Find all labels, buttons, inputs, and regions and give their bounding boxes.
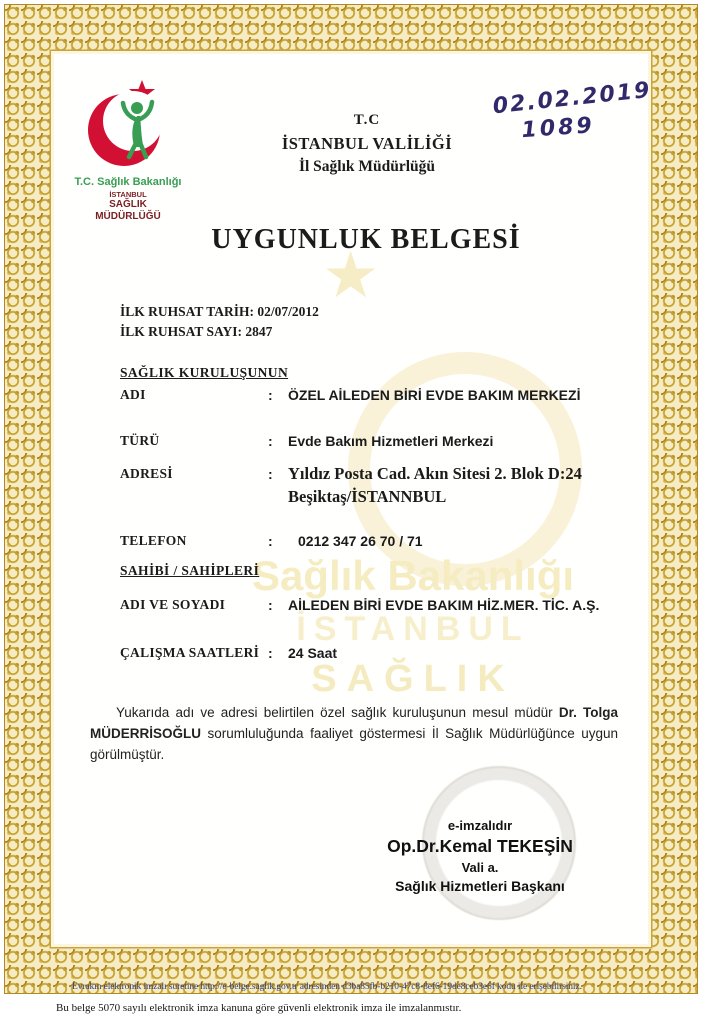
row-type <box>120 433 626 449</box>
phone-value: 0212 347 26 70 / 71 <box>298 533 423 549</box>
handwritten-number: 1089 <box>520 113 596 144</box>
emblem-org-line1: SAĞLIK <box>109 199 147 211</box>
name-value: ÖZEL AİLEDEN BİRİ EVDE BAKIM MERKEZİ <box>288 387 581 403</box>
signer-deputy: Vali a. <box>461 860 499 875</box>
watermark-text-3: SAĞLIK <box>311 658 515 700</box>
signer-role: Sağlık Hizmetleri Başkanı <box>395 878 565 894</box>
license-date-line <box>120 302 319 322</box>
type-value: Evde Bakım Hizmetleri Merkezi <box>288 433 494 449</box>
signer-name: Op.Dr.Kemal TEKEŞİN <box>387 836 573 856</box>
colon: : <box>268 533 273 549</box>
statement-part1: Yukarıda adı ve adresi belirtilen özel sağlık kuruluşunun mesul müdür <box>116 705 559 720</box>
facility-section-heading: SAĞLIK KURULUŞUNUN <box>120 365 289 380</box>
header-governorship: İSTANBUL VALİLİĞİ <box>281 134 453 153</box>
name-label: ADI <box>120 387 146 402</box>
watermark-text-2: İSTANBUL <box>296 610 530 648</box>
row-name <box>120 387 626 403</box>
owner-name-label: ADI VE SOYADI <box>120 597 226 612</box>
license-date-label: İLK RUHSAT TARİH: <box>120 304 255 319</box>
emblem-org-line2: MÜDÜRLÜĞÜ <box>95 210 161 222</box>
statement-part2: sorumluluğunda faaliyet göstermesi İl Sağlık Müdürlüğünce uygun görülmüştür. <box>90 725 618 762</box>
owner-name-value: AİLEDEN BİRİ EVDE BAKIM HİZ.MER. TİC. A.Ş. <box>288 597 600 613</box>
address-line1: Yıldız Posta Cad. Akın Sitesi 2. Blok D:24 <box>288 464 582 483</box>
colon: : <box>268 433 273 449</box>
address-line2: Beşiktaş/İSTANNBUL <box>288 487 447 507</box>
working-hours-label: ÇALIŞMA SAATLERİ <box>120 645 260 660</box>
header-directorate: İl Sağlık Müdürlüğü <box>298 158 436 175</box>
owner-section-heading: SAHİBİ / SAHİPLERİ <box>120 563 260 578</box>
ministry-emblem <box>70 78 186 222</box>
colon: : <box>268 466 273 482</box>
statement-responsible-name: Dr. Tolga MÜDERRİSOĞLU <box>90 705 618 741</box>
esignature-label: e-imzalıdır <box>447 818 513 833</box>
watermark-text-1: Sağlık Bakanlığı <box>251 552 575 599</box>
address-label: ADRESİ <box>120 466 173 481</box>
handwritten-date: 02.02.2019 <box>491 77 653 120</box>
working-hours-value: 24 Saat <box>288 645 338 661</box>
emblem-city: İSTANBUL <box>109 190 147 200</box>
watermark-star-icon: ★ <box>322 239 380 311</box>
footer-law-line: Bu belge 5070 sayılı elektronik imza kanuna göre güvenli elektronik imza ile imzalanmıstır. <box>56 1002 462 1014</box>
license-number-value: 2847 <box>245 323 273 339</box>
footer-verification-line: Evrakın elektronik imzalı suretine http://e-belge.saglik.gov.tr adresinden d3ba85fb-b210-47c8-8ef6-19de8ceb3e6f kodu ile erişebilirsiniz. <box>72 982 582 992</box>
type-label: TÜRÜ <box>120 433 160 448</box>
license-info <box>120 302 319 341</box>
government-header <box>255 112 479 176</box>
row-working-hours <box>120 645 626 661</box>
signature-block <box>352 818 608 894</box>
phone-label: TELEFON <box>120 533 187 548</box>
page-title: UYGUNLUK BELGESİ <box>211 224 521 255</box>
colon: : <box>268 645 273 661</box>
colon: : <box>268 387 273 403</box>
header-tc: T.C <box>353 112 381 128</box>
license-date-value: 02/07/2012 <box>257 304 319 319</box>
address-value <box>288 462 626 508</box>
license-number-line <box>120 322 319 342</box>
row-phone <box>120 533 626 549</box>
license-number-label: İLK RUHSAT SAYI: <box>120 323 243 339</box>
colon: : <box>268 597 273 613</box>
row-address <box>120 462 626 508</box>
emblem-ministry-name: T.C. Sağlık Bakanlığı <box>74 175 182 188</box>
row-owner-name <box>120 597 626 613</box>
approval-statement <box>90 703 618 766</box>
ministry-emblem-icon <box>80 157 176 174</box>
